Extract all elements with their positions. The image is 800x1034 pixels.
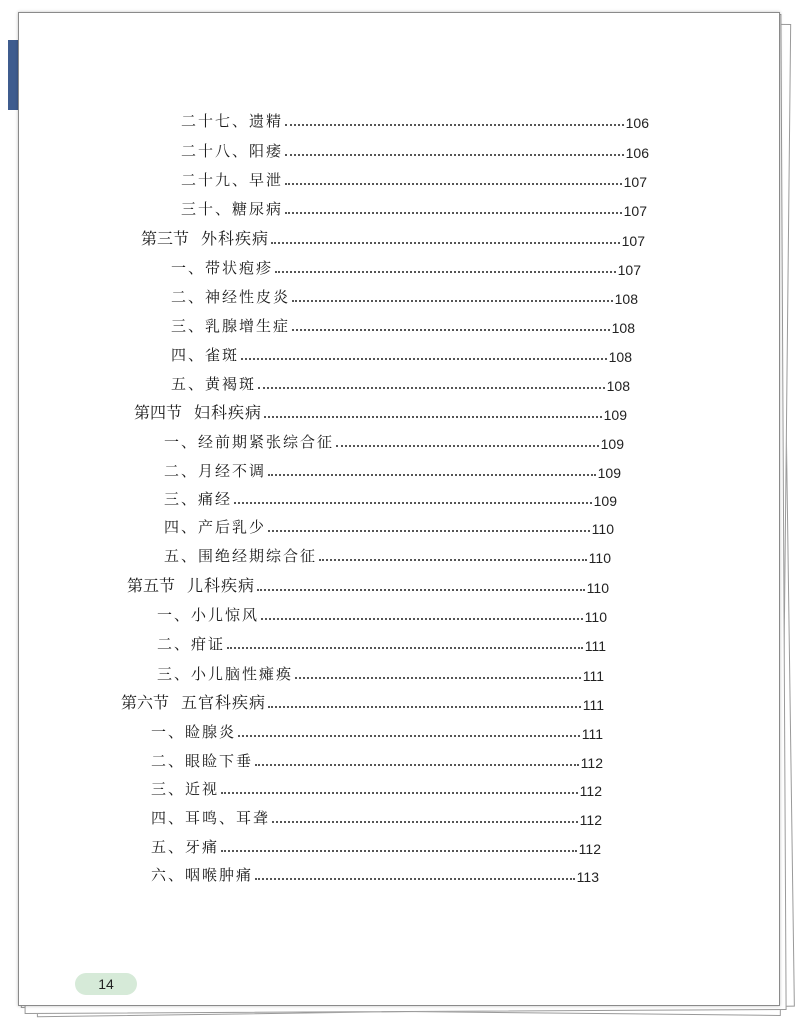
toc-page-number: 111 <box>582 697 604 713</box>
toc-item-row <box>164 485 617 509</box>
toc-item-row <box>164 513 614 537</box>
toc-item-label: 五、黄褐斑 <box>171 375 257 393</box>
toc-page-number: 109 <box>593 493 617 509</box>
toc-item-label: 三、小儿脑性瘫痪 <box>157 665 294 683</box>
toc-section-row <box>127 572 609 596</box>
dot-leader <box>285 153 624 156</box>
toc-item-label: 一、经前期紧张综合征 <box>164 433 335 451</box>
dot-leader <box>285 211 622 214</box>
dot-leader <box>271 241 620 244</box>
toc-page-number: 110 <box>591 521 614 537</box>
toc-page-number: 111 <box>584 638 606 654</box>
dot-leader <box>268 529 590 532</box>
dot-leader <box>258 386 605 389</box>
toc-page-number: 108 <box>611 320 635 336</box>
toc-section-label <box>134 400 262 423</box>
dot-leader <box>295 676 581 679</box>
toc-section-label <box>121 690 266 713</box>
toc-item-row <box>181 195 647 219</box>
toc-page-number: 107 <box>617 262 641 278</box>
dot-leader <box>319 558 587 561</box>
toc-item-row <box>157 660 604 684</box>
toc-item-label: 一、带状疱疹 <box>171 259 274 277</box>
toc-section-label <box>127 573 255 596</box>
toc-item-row <box>151 804 602 828</box>
toc-page-number: 109 <box>600 436 624 452</box>
toc-item-row <box>157 630 606 654</box>
section-title: 外科疾病 <box>201 229 270 248</box>
toc-item-row <box>164 542 611 566</box>
toc-page-number: 112 <box>580 755 603 771</box>
toc-item-label: 三、乳腺增生症 <box>171 317 291 335</box>
toc-item-label: 二、月经不调 <box>164 462 267 480</box>
toc-page-number: 111 <box>581 726 603 742</box>
dot-leader <box>285 182 622 185</box>
toc-page-number: 109 <box>603 407 627 423</box>
dot-leader <box>234 501 592 504</box>
toc-page-number: 111 <box>582 668 604 684</box>
toc-page <box>18 12 780 1006</box>
toc-item-label: 二十七、遗精 <box>181 112 284 130</box>
toc-item-label: 一、小儿惊风 <box>157 606 260 624</box>
toc-item-label: 四、耳鸣、耳聋 <box>151 809 271 827</box>
dot-leader <box>261 617 583 620</box>
toc-section-label <box>141 226 269 249</box>
toc-section-row <box>121 689 604 713</box>
dot-leader <box>292 328 610 331</box>
toc-item-label: 五、牙痛 <box>151 838 220 856</box>
toc-page-number: 110 <box>586 580 609 596</box>
dot-leader <box>268 705 581 708</box>
toc-item-row <box>157 601 607 625</box>
dot-leader <box>221 849 577 852</box>
toc-page-number: 110 <box>588 550 611 566</box>
toc-page-number: 113 <box>576 869 599 885</box>
toc-section-row <box>141 225 645 249</box>
section-title: 五官科疾病 <box>181 693 267 712</box>
toc-item-row <box>151 747 603 771</box>
dot-leader <box>275 270 616 273</box>
toc-item-row <box>171 254 641 278</box>
toc-item-label: 二、神经性皮炎 <box>171 288 291 306</box>
toc-page-number: 106 <box>625 145 649 161</box>
toc-item-row <box>164 457 621 481</box>
toc-item-row <box>151 833 601 857</box>
dot-leader <box>268 473 596 476</box>
toc-item-label: 一、睑腺炎 <box>151 723 237 741</box>
toc-item-label: 二十八、阳痿 <box>181 142 284 160</box>
toc-page-number: 112 <box>578 841 601 857</box>
section-title: 妇科疾病 <box>194 403 263 422</box>
toc-item-label: 五、围绝经期综合征 <box>164 547 318 565</box>
toc-item-row <box>151 775 602 799</box>
section-title: 儿科疾病 <box>187 576 256 595</box>
toc-page-number: 108 <box>614 291 638 307</box>
toc-item-row <box>151 861 599 885</box>
toc-page-number: 112 <box>579 783 602 799</box>
dot-leader <box>255 763 579 766</box>
dot-leader <box>292 299 613 302</box>
dot-leader <box>255 877 575 880</box>
dot-leader <box>336 444 599 447</box>
toc-page-number: 109 <box>597 465 621 481</box>
section-number: 第三节 <box>141 229 190 248</box>
dot-leader <box>221 791 578 794</box>
toc-item-label: 四、雀斑 <box>171 346 240 364</box>
toc-section-row <box>134 399 627 423</box>
toc-page-number: 108 <box>606 378 630 394</box>
toc-item-row <box>171 370 630 394</box>
dot-leader <box>227 646 583 649</box>
toc-item-row <box>181 137 649 161</box>
toc-item-row <box>151 718 603 742</box>
toc-item-row <box>171 312 635 336</box>
toc-page-number: 107 <box>623 203 647 219</box>
section-number: 第四节 <box>134 403 183 422</box>
page-number-badge: 14 <box>75 973 137 995</box>
toc-item-label: 三、近视 <box>151 780 220 798</box>
toc-item-label: 六、咽喉肿痛 <box>151 866 254 884</box>
toc-item-label: 二、疳证 <box>157 635 226 653</box>
dot-leader <box>264 415 602 418</box>
dot-leader <box>238 734 580 737</box>
toc-page-number: 108 <box>608 349 632 365</box>
toc-page-number: 106 <box>625 115 649 131</box>
dot-leader <box>241 357 607 360</box>
dot-leader <box>272 820 578 823</box>
dot-leader <box>285 123 624 126</box>
toc-item-row <box>181 107 649 131</box>
section-number: 第五节 <box>127 576 176 595</box>
toc-item-label: 四、产后乳少 <box>164 518 267 536</box>
toc-page-number: 110 <box>584 609 607 625</box>
toc-item-label: 二十九、早泄 <box>181 171 284 189</box>
toc-page-number: 107 <box>623 174 647 190</box>
section-number: 第六节 <box>121 693 170 712</box>
toc-page-number: 112 <box>579 812 602 828</box>
toc-item-label: 三、痛经 <box>164 490 233 508</box>
toc-item-row <box>164 428 624 452</box>
toc-item-row <box>181 166 647 190</box>
dot-leader <box>257 588 585 591</box>
toc-item-row <box>171 341 632 365</box>
toc-page-number: 107 <box>621 233 645 249</box>
toc-item-label: 二、眼睑下垂 <box>151 752 254 770</box>
toc-item-label: 三十、糖尿病 <box>181 200 284 218</box>
toc-item-row <box>171 283 638 307</box>
